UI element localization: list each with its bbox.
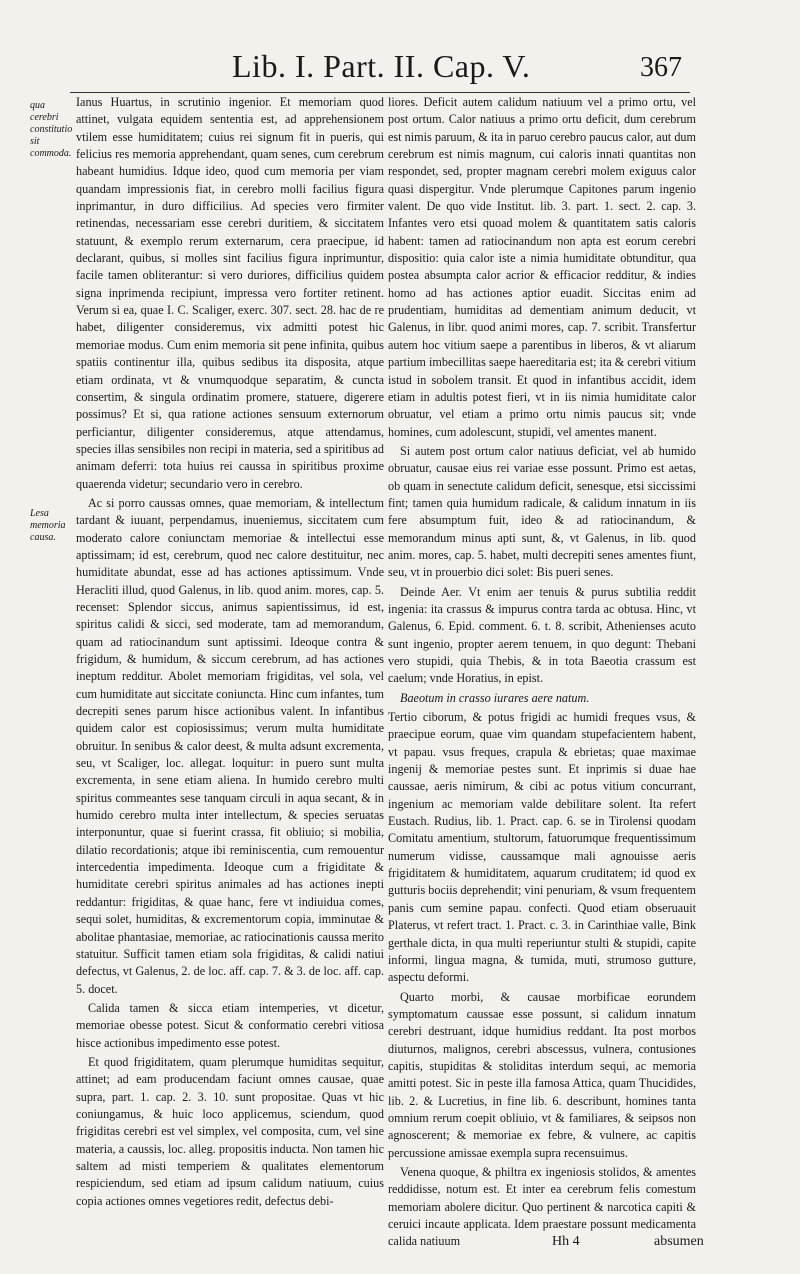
paragraph: Venena quoque, & philtra ex ingeniosis stolidos, & amentes reddidisse, notum est. Et inter ea cerebrum felis comestum memoriam abolere dicitur. Quo pertinent & narcotica capiti & ceruici incaute applicata. Idem praestare possunt medicamenta calida natiuum [388, 1164, 696, 1249]
paragraph: Et quod frigiditatem, quam plerumque humiditas sequitur, attinet; ad eam producendam faciunt omnes causae, quae supra, part. 1. cap. 2. 3. 10. sunt propositae. Quas vt hic coniungamus, & huic loco applicemus, sciendum, quod frigiditas cerebri est vel simplex, vel composita, cum, vel sine materia, a caussis, loc. alleg. propositis inducta. Non tamen hic saltem ad misti temperiem & qualitates elementorum respiciendum, sed etiam ad ipsum calidum natiuum, cuius copia actiones omnes vegetiores redit, defectus debi- [76, 1054, 384, 1208]
margin-note: Lesa memoria causa. [30, 508, 66, 543]
signature-mark: Hh 4 [552, 1234, 580, 1249]
paragraph: Ac si porro caussas omnes, quae memoriam, & intellectum tardant & iuuant, perpendamus, inueniemus, siccitatem cum moderato calore coniunctam memoriae & intellectui esse aptissimam; id est, cerebrum, quod nec calore destituitur, nec humiditate abundat, esse ad has actiones aptissimum. Vnde Heracliti illud, quod Galenus, in lib. quod anim. mores, cap. 5. recenset: Splendor siccus, animus sapientissimus, id est, spiritus calidi & sicci, sed moderate, tam ad memorandum, quam ad ratiocinandum sunt aptissimi. Ideoque contra & frigidum, & humidum, & siccum cerebrum, ad has actiones ineptum redditur. Abolet memoriam frigiditas, vel sola, vel cum humiditate aut siccitate coniuncta. Hinc cum infantes, tum decrepiti senes parum hisce actionibus valent. In infantibus quidem calor est copiosissimus; verum multa humiditate obruitur. In senibus & calor deest, & multa adsunt excrementa, seu, vt Scaliger, loc. allegat. loquitur: in puero sunt multa excrementa, in sene etiam aliena. In humido cerebro multi spiritus commeantes sese tanquam circuli in aqua secant, & in humido cerebro multa inter intellectum, & species seruatas interponuntur, quae si fuerint crassa, fit obliuio; si mobilia, dilatio recordationis; atque ibi reminiscentia, cum remouentur intercedentia impedimenta. Ideoque cum a frigiditate & humiditate cerebri spiritus animales ad has actiones inepti reddantur: frigiditas, & quae hanc, fere vt indiuidua comes, sequi solet, humiditas, & excrementorum copia, imminutae & abolitae phantasiae, memoriae, ac ratiocinationis caussa merito statuitur. Sufficit tamen etiam sola frigiditas, & calidi natiui defectus, vt Galenus, 2. de loc. aff. cap. 7. & 3. de loc. aff. cap. 5. docet. [76, 495, 384, 996]
catchword: absumen [654, 1234, 704, 1249]
paragraph: Ianus Huartus, in scrutinio ingenior. Et memoriam quod attinet, vulgata equidem sententia est, ad apprehensionem vtilem esse humiditatem; cuius rei signum fit in pueris, qui felicius res memoria apprehendant, quam senes, cum cerebrum habeant humidius. Idque ideo, quod cum memoria per viam quandam impressionis fiat, in cerebro molli facilius figura inprimantur, in duro difficilius. Ad species vero firmiter retinendas, necessariam esse cerebri duritiem, & siccitatem statuunt, & exemplo rerum externarum, cera praecipue, id declarant, quibus, si molles sint facilius figura inprimuntur, facile tamen obliterantur: si vero duriores, difficilius quidem signa inprimenda recipiunt, impressa vero fortiter retinent. Verum si ea, quae I. C. Scaliger, exerc. 307. sect. 28. hac de re habet, diligenter consideremus, vix admitti potest hic memoriae modus. Cum enim memoria sit pene infinita, quibus spatiis continentur illa, quibus sedibus ita disposita, atque etiam ordinata, vt & vnumquodque separatim, & cuncta consertim, & singula ordinatim promere, statuere, digerere possimus? Et si, qua ratione actiones sensuum externorum perficiantur, diligenter consideremus, atque attendamus, species illas sensibiles non recipi in materia, sed a spiritibus ad animam deferri: tota huius rei caussa in spiritibus proxime quaerenda videtur; secundario vero in cerebro. [76, 95, 384, 491]
paragraph: Si autem post ortum calor natiuus deficiat, vel ab humido obruatur, causae eius rei variae esse possunt. Primo est aetas, ob quam in senectute calidum deficit, senesque, etsi siccissimi fint; tamen quia humidum radicale, & calidum innatum in iis fere absumptum fuit, ideo & ad ratiocinandum, & memorandum minus apti sunt, &, vt Galenus, in lib. quod anim. mores, cap. 5. habet, multi decrepiti senes amentes fiunt, seu, vt in prouerbio dici solet: Bis pueri senes. [388, 443, 696, 580]
page-number: 367 [640, 52, 682, 83]
right-column [388, 94, 696, 1251]
header-rule [70, 92, 690, 93]
paragraph: Tertio ciborum, & potus frigidi ac humidi freques vsus, & praecipue eorum, quae vim quandam stupefacientem habent, vt papau. vsus freques, crapula & ebrietas; quae maximae ingenij & memoriae pestes sunt. Et inprimis si duae hae caussae, aeris nimirum, & cibi ac potus vitium concurrant, ingenium ac memoriam valde debilitare solent. Ita refert Eustach. Rudius, lib. 1. Pract. cap. 6. se in Tirolensi quodam Comitatu amentium, stultorum, fatuorumque frequentissimum numerum vidisse, caussamque mali agnouisse aeris frigiditatem & humiditatem, aquarum cruditatem; id quod ex gutturis bociis deprehendit; vini penuriam, & vsum frequentem panis cum semine papau. confecti. Quod etiam obseruauit Platerus, vt refert tract. 1. Pract. c. 3. in Carinthiae valle, Bink gerthale dicta, in qua multi reperiuntur stulti & stupidi, capite informi, lingua magna, & tumida, muti, strumoso gutture, aspectu deformi. [388, 710, 697, 985]
paragraph: Quarto morbi, & causae morbificae eorundem symptomatum caussae esse possunt, si calidum innatum cerebri destruant, idque humidius reddant. Ita post morbos diuturnos, malignos, cerebri abscessus, vulnera, contusiones capitis, stupiditas & stoliditas interdum sequi, ac memoria amitti potest. Sic in peste illa famosa Attica, quam Thucidides, lib. 2. & Lucretius, in fine lib. 6. describunt, homines tanta omnium rerum coepit obliuio, vt & familiares, & seipsos non agnoscerent; & memoriae ex febre, & vulnere, ac capitis percussione amissae exempla supra recensuimus. [388, 989, 696, 1160]
paragraph: Deinde Aer. Vt enim aer tenuis & purus subtilia reddit ingenia: ita crassus & impurus contra tarda ac obtusa. Hinc, vt Galenus, 6. Epid. comment. 6. t. 8. scribit, Athenienses acuto sunt ingenio, propter aerem tenuem, in quo degunt: Thebani vero stupidi, quia Thebis, & in tota Baeotia crassum est caelum; vnde Horatius, in epist. [388, 584, 696, 686]
running-header: Lib. I. Part. II. Cap. V. [232, 48, 531, 84]
paragraph: liores. Deficit autem calidum natiuum vel a primo ortu, vel post ortum. Calor natiuus a primo ortu deficit, dum cerebrum est nimis paruum, & ita in paruo cerebro paucus calor, aut dum cerebrum est nimis magnum, cui caloris innati quantitas non respondet, sed, propter magnam cerebri molem exiguus calor quasi dispergitur. Vnde plerumque Capitones parum ingenio valent. De quo vide Institut. lib. 3. part. 1. sect. 2. cap. 3. Infantes vero etsi quoad molem & quantitatem satis caloris habent: tamen ad ratiocinandum non apta est eorum cerebri dispositio: quia calor iste a nimia humiditate obtunditur, qua postea absumpta calor acrior & efficacior redditur, & indies homo ad has actiones aptior euadit. Siccitas enim ad prudentiam, humiditas ad dementiam animum deducit, vt Galenus, in libr. quod animi mores, cap. 7. scribit. Transfertur autem hoc vitium saepe a parentibus in liberos, & vt aliarum partium imbecillitas saepe haereditaria est; ita & cerebri vitium istud in sobolem transit. Et quod in infantibus accidit, idem etiam in adultis potest fieri, vt in iis nimia humiditate calor obruatur, vel etiam a primo ortu nimis paucus sit; vnde homines, cum adolescunt, stupidi, vel amentes manent. [388, 95, 696, 439]
left-column [76, 94, 384, 1210]
paragraph: Calida tamen & sicca etiam intemperies, vt dicetur, memoriae obesse potest. Sicut & conformatio cerebri vitiosa hisce actionibus impedimento esse potest. [76, 1000, 384, 1050]
margin-note: qua cerebri constitutio sit commoda. [30, 100, 73, 159]
verse-quotation: Baeotum in crasso iurares aere natum. [400, 690, 590, 705]
